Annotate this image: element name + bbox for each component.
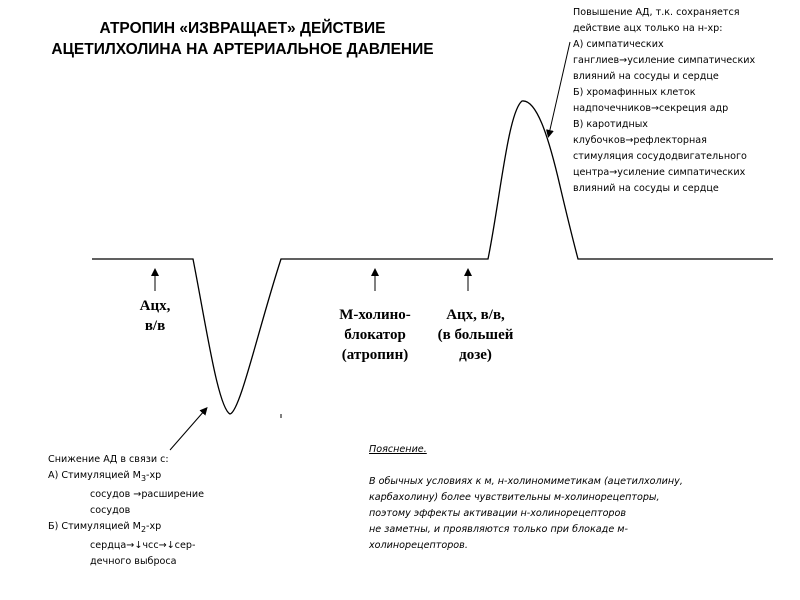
drop-note-subscript: 3 bbox=[140, 473, 147, 483]
title-line-1: АТРОПИН «ИЗВРАЩАЕТ» ДЕЙСТВИЕ bbox=[99, 20, 386, 37]
explanation-line: карбахолину) более чувствительны м-холинорецепторы, bbox=[369, 492, 660, 503]
drop-note-line: дечного выброса bbox=[90, 555, 177, 567]
drop-note-line bbox=[48, 468, 204, 487]
drop-note-line: Снижение АД в связи с: bbox=[48, 454, 169, 465]
blocker-label-line-2: блокатор bbox=[344, 327, 406, 343]
drop-note-line bbox=[48, 519, 204, 538]
drop-note-text: Б) Стимуляцией М bbox=[48, 520, 141, 532]
rise-note-line: ганглиев→усиление симпатических bbox=[573, 55, 756, 66]
drop-note-text: А) Стимуляцией М bbox=[48, 470, 141, 481]
rise-note-line: центра→усиление симпатических bbox=[573, 167, 746, 178]
explanation-line: поэтому эффекты активации н-холинорецепторов bbox=[369, 508, 627, 519]
drop-note-arrow bbox=[170, 410, 205, 450]
ach-label-line-2: в/в bbox=[144, 318, 166, 334]
ach-label-line-1: Ацх, bbox=[139, 298, 171, 314]
rise-note-line: В) каротидных bbox=[573, 119, 648, 130]
rise-note-line: влияний на сосуды и сердце bbox=[573, 71, 719, 82]
drop-note-line: сосудов →расширение bbox=[90, 488, 205, 500]
rise-note-line: стимуляция сосудодвигательного bbox=[573, 151, 747, 162]
explanation-spacer bbox=[369, 458, 769, 474]
rise-note-line: Повышение АД, т.к. сохраняется bbox=[573, 7, 740, 18]
drop-note-line: сосудов bbox=[90, 504, 131, 516]
ach-large-dose-label bbox=[418, 305, 533, 365]
rise-note-arrow bbox=[549, 42, 570, 134]
blocker-label-line-1: М-холино- bbox=[339, 307, 411, 323]
drop-note bbox=[48, 452, 204, 570]
title-line-2: АЦЕТИЛХОЛИНА НА АРТЕРИАЛЬНОЕ ДАВЛЕНИЕ bbox=[51, 41, 434, 58]
rise-note bbox=[573, 5, 755, 197]
ach-large-label-line-2: (в большей bbox=[437, 327, 514, 343]
rise-note-line: Б) хромафинных клеток bbox=[573, 87, 696, 98]
blocker-label-line-3: (атропин) bbox=[341, 347, 409, 363]
ach-large-label-line-3: дозе) bbox=[459, 347, 492, 363]
explanation-line: не заметны, и проявляются только при блокаде м- bbox=[369, 524, 628, 535]
ach-label bbox=[115, 296, 195, 336]
drop-note-line: сердца→↓чсс→↓сер- bbox=[90, 539, 196, 551]
rise-note-line: действие ацх только на н-хр: bbox=[573, 23, 723, 34]
drop-note-subscript: 2 bbox=[140, 524, 147, 534]
blocker-label bbox=[320, 305, 430, 365]
explanation-line: В обычных условиях к м, н-холиномиметикам (ацетилхолину, bbox=[369, 476, 683, 487]
explanation bbox=[369, 442, 769, 554]
ach-large-label-line-1: Ацх, в/в, bbox=[446, 307, 505, 323]
rise-note-line: клубочков→рефлекторная bbox=[573, 135, 707, 146]
rise-note-line: влияний на сосуды и сердце bbox=[573, 183, 719, 194]
slide-title bbox=[0, 18, 485, 60]
drop-note-text: -хр bbox=[146, 520, 162, 532]
rise-note-line: А) симпатических bbox=[573, 39, 664, 50]
drop-note-text: -хр bbox=[146, 470, 162, 481]
explanation-heading: Пояснение. bbox=[369, 444, 427, 455]
rise-note-line: надпочечников→секреция адр bbox=[573, 103, 729, 114]
explanation-line: холинорецепторов. bbox=[369, 540, 468, 551]
